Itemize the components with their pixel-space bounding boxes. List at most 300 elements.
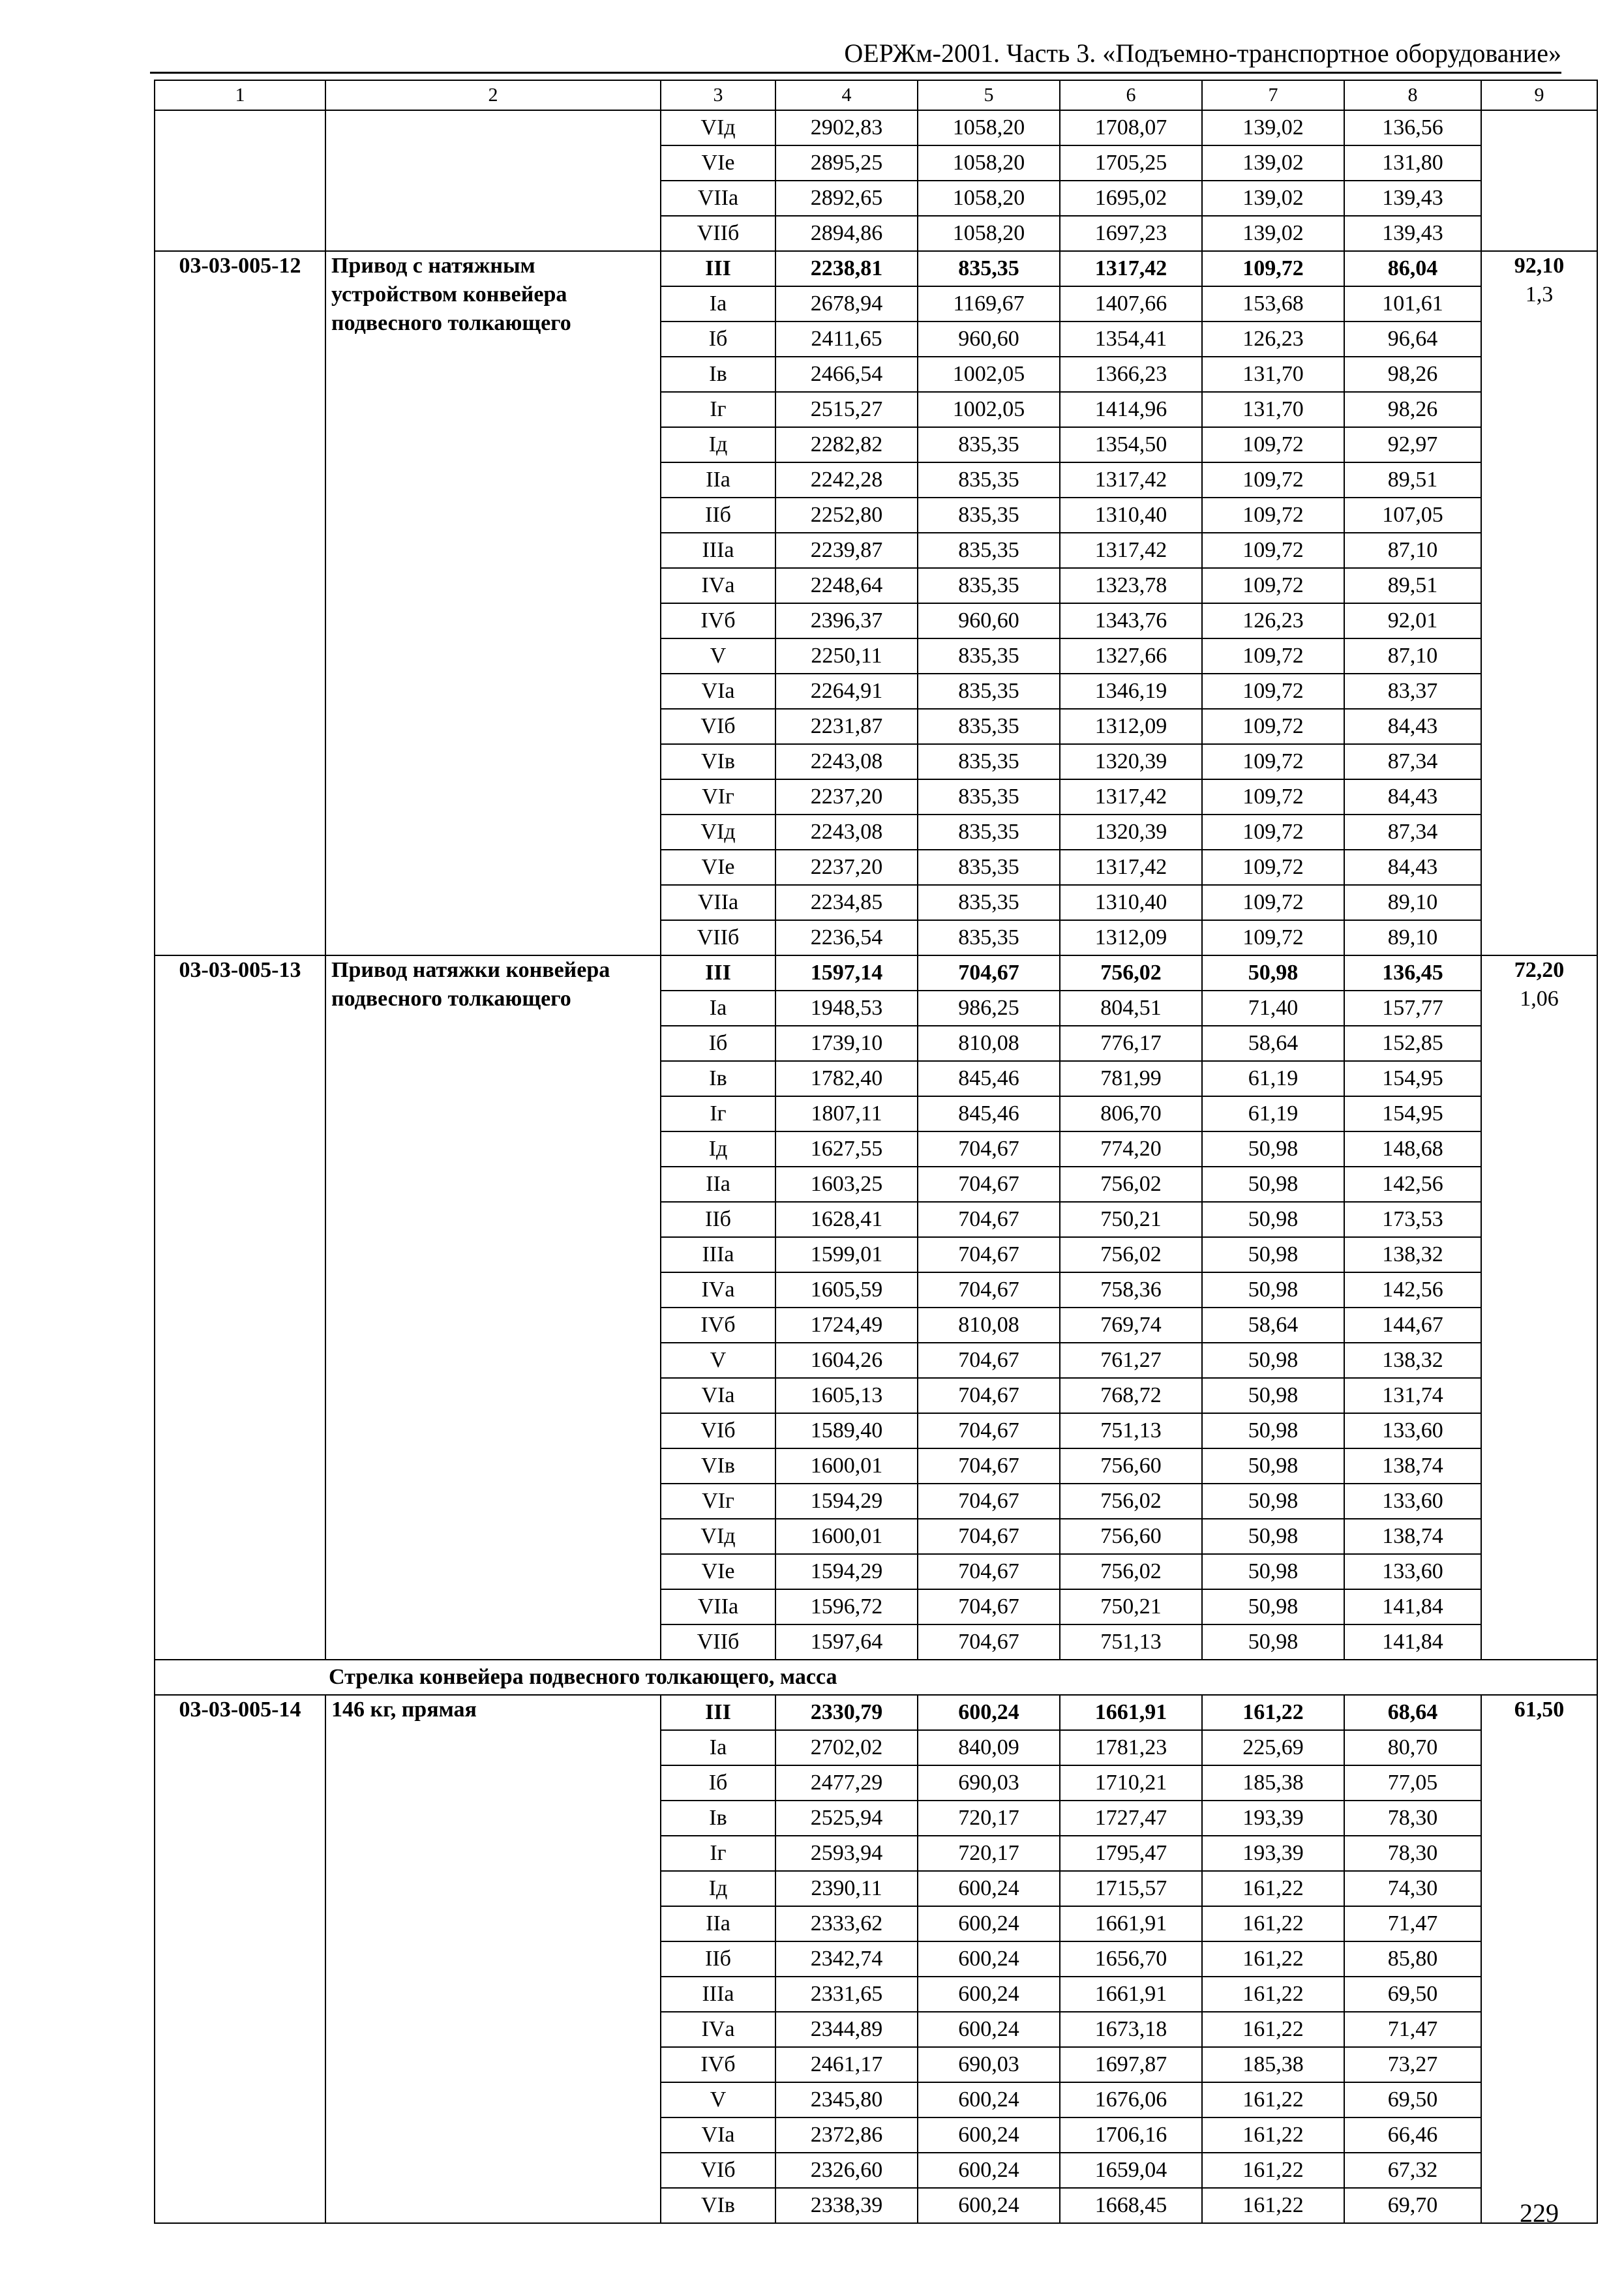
cost-value: 61,19 <box>1202 1096 1344 1131</box>
zone-code: Iд <box>661 1131 775 1167</box>
cost-value: 1659,04 <box>1060 2153 1202 2188</box>
section-title-row <box>155 1660 1597 1695</box>
cost-value: 2390,11 <box>775 1871 918 1906</box>
cost-value: 1781,23 <box>1060 1730 1202 1765</box>
cost-value: 71,47 <box>1344 2012 1481 2047</box>
zone-code: Iб <box>661 1026 775 1061</box>
cost-value: 835,35 <box>918 779 1060 815</box>
zone-code: IVб <box>661 1308 775 1343</box>
cost-value: 161,22 <box>1202 1941 1344 1977</box>
cost-value: 68,64 <box>1344 1695 1481 1730</box>
zone-code: IVа <box>661 2012 775 2047</box>
cost-value: 161,22 <box>1202 1871 1344 1906</box>
zone-code: VIд <box>661 1519 775 1554</box>
cost-value: 1310,40 <box>1060 885 1202 920</box>
cost-value: 2231,87 <box>775 709 918 744</box>
cost-value: 109,72 <box>1202 779 1344 815</box>
cost-value: 109,72 <box>1202 462 1344 498</box>
index-value: 61,50 <box>1514 1698 1565 1722</box>
cost-value: 50,98 <box>1202 955 1344 991</box>
cost-value: 1317,42 <box>1060 779 1202 815</box>
cost-value: 1346,19 <box>1060 674 1202 709</box>
zone-code: IIа <box>661 1906 775 1941</box>
zone-code: IIа <box>661 1167 775 1202</box>
cost-value: 704,67 <box>918 1343 1060 1378</box>
cost-value: 133,60 <box>1344 1413 1481 1448</box>
zone-code: IVа <box>661 1272 775 1308</box>
cost-value: 2243,08 <box>775 744 918 779</box>
cost-value: 139,02 <box>1202 110 1344 145</box>
zone-code: IVб <box>661 2047 775 2082</box>
cost-value: 751,13 <box>1060 1413 1202 1448</box>
column-number: 1 <box>155 80 325 110</box>
zone-code: VIг <box>661 779 775 815</box>
cost-value: 1594,29 <box>775 1484 918 1519</box>
cost-value: 109,72 <box>1202 744 1344 779</box>
cost-value: 2238,81 <box>775 251 918 286</box>
cost-value: 161,22 <box>1202 1695 1344 1730</box>
cost-value: 704,67 <box>918 1378 1060 1413</box>
cost-value: 835,35 <box>918 920 1060 955</box>
cost-value: 776,17 <box>1060 1026 1202 1061</box>
zone-code: V <box>661 1343 775 1378</box>
column-number: 6 <box>1060 80 1202 110</box>
cost-value: 78,30 <box>1344 1836 1481 1871</box>
cost-value: 704,67 <box>918 1167 1060 1202</box>
cost-value: 1589,40 <box>775 1413 918 1448</box>
cost-value: 1661,91 <box>1060 1977 1202 2012</box>
cost-value: 133,60 <box>1344 1484 1481 1519</box>
cost-value: 1673,18 <box>1060 2012 1202 2047</box>
cost-value: 1058,20 <box>918 216 1060 251</box>
cost-value: 1058,20 <box>918 181 1060 216</box>
cost-value: 1597,64 <box>775 1624 918 1660</box>
cost-value: 161,22 <box>1202 2117 1344 2153</box>
cost-value: 173,53 <box>1344 1202 1481 1237</box>
zone-code: IIб <box>661 1941 775 1977</box>
cost-value: 87,10 <box>1344 533 1481 568</box>
cost-value: 61,19 <box>1202 1061 1344 1096</box>
cost-value: 960,60 <box>918 603 1060 638</box>
cost-value: 109,72 <box>1202 498 1344 533</box>
zone-code: VIе <box>661 1554 775 1589</box>
cost-value: 1676,06 <box>1060 2082 1202 2117</box>
cost-value: 92,01 <box>1344 603 1481 638</box>
cost-value: 50,98 <box>1202 1237 1344 1272</box>
cost-value: 1708,07 <box>1060 110 1202 145</box>
index-cell <box>1481 110 1597 251</box>
cost-value: 600,24 <box>918 1906 1060 1941</box>
cost-value: 69,50 <box>1344 2082 1481 2117</box>
column-number: 2 <box>325 80 661 110</box>
cost-value: 1604,26 <box>775 1343 918 1378</box>
zone-code: VIв <box>661 2188 775 2223</box>
cost-value: 109,72 <box>1202 568 1344 603</box>
cost-value: 1597,14 <box>775 955 918 991</box>
cost-value: 1317,42 <box>1060 462 1202 498</box>
cost-value: 1600,01 <box>775 1448 918 1484</box>
cost-value: 154,95 <box>1344 1061 1481 1096</box>
cost-value: 1596,72 <box>775 1589 918 1624</box>
cost-value: 126,23 <box>1202 322 1344 357</box>
item-code <box>155 110 325 251</box>
cost-value: 1058,20 <box>918 110 1060 145</box>
cost-value: 1366,23 <box>1060 357 1202 392</box>
cost-value: 142,56 <box>1344 1167 1481 1202</box>
cost-value: 2248,64 <box>775 568 918 603</box>
cost-value: 960,60 <box>918 322 1060 357</box>
cost-value: 750,21 <box>1060 1589 1202 1624</box>
cost-value: 193,39 <box>1202 1836 1344 1871</box>
cost-value: 131,74 <box>1344 1378 1481 1413</box>
cost-value: 50,98 <box>1202 1448 1344 1484</box>
column-number: 3 <box>661 80 775 110</box>
cost-value: 835,35 <box>918 815 1060 850</box>
cost-value: 73,27 <box>1344 2047 1481 2082</box>
cost-value: 2593,94 <box>775 1836 918 1871</box>
cost-value: 50,98 <box>1202 1624 1344 1660</box>
cost-value: 704,67 <box>918 1589 1060 1624</box>
zone-code: VIв <box>661 1448 775 1484</box>
cost-value: 161,22 <box>1202 1906 1344 1941</box>
cost-value: 1661,91 <box>1060 1906 1202 1941</box>
zone-code: VIа <box>661 674 775 709</box>
cost-value: 600,24 <box>918 2188 1060 2223</box>
zone-code: Iб <box>661 1765 775 1801</box>
cost-value: 704,67 <box>918 1448 1060 1484</box>
cost-value: 126,23 <box>1202 603 1344 638</box>
cost-value: 704,67 <box>918 1484 1060 1519</box>
cost-value: 50,98 <box>1202 1343 1344 1378</box>
cost-value: 756,02 <box>1060 1484 1202 1519</box>
cost-value: 690,03 <box>918 1765 1060 1801</box>
cost-value: 109,72 <box>1202 674 1344 709</box>
cost-value: 1661,91 <box>1060 1695 1202 1730</box>
cost-value: 109,72 <box>1202 920 1344 955</box>
table-row <box>155 955 1597 991</box>
cost-value: 138,74 <box>1344 1519 1481 1554</box>
cost-value: 1343,76 <box>1060 603 1202 638</box>
cost-value: 600,24 <box>918 1977 1060 2012</box>
zone-code: VIе <box>661 850 775 885</box>
cost-value: 2237,20 <box>775 779 918 815</box>
cost-value: 109,72 <box>1202 251 1344 286</box>
cost-value: 139,02 <box>1202 145 1344 181</box>
cost-value: 835,35 <box>918 498 1060 533</box>
item-name <box>325 110 661 251</box>
cost-value: 139,43 <box>1344 216 1481 251</box>
cost-value: 74,30 <box>1344 1871 1481 1906</box>
cost-value: 77,05 <box>1344 1765 1481 1801</box>
index-value: 72,20 <box>1514 958 1565 982</box>
cost-value: 138,32 <box>1344 1237 1481 1272</box>
cost-value: 109,72 <box>1202 709 1344 744</box>
index-value: 92,10 <box>1514 254 1565 278</box>
cost-value: 1320,39 <box>1060 815 1202 850</box>
item-code: 03-03-005-12 <box>155 251 325 955</box>
cost-value: 139,02 <box>1202 181 1344 216</box>
cost-value: 141,84 <box>1344 1589 1481 1624</box>
zone-code: VIа <box>661 1378 775 1413</box>
cost-value: 704,67 <box>918 1131 1060 1167</box>
column-number: 4 <box>775 80 918 110</box>
cost-value: 1312,09 <box>1060 709 1202 744</box>
cost-value: 1320,39 <box>1060 744 1202 779</box>
cost-value: 138,74 <box>1344 1448 1481 1484</box>
cost-value: 835,35 <box>918 885 1060 920</box>
cost-value: 67,32 <box>1344 2153 1481 2188</box>
page-header: ОЕРЖм-2001. Часть 3. «Подъемно-транспортное оборудование» <box>844 38 1561 68</box>
item-code: 03-03-005-13 <box>155 955 325 1660</box>
cost-value: 2239,87 <box>775 533 918 568</box>
item-code: 03-03-005-14 <box>155 1695 325 2223</box>
cost-value: 1807,11 <box>775 1096 918 1131</box>
cost-value: 84,43 <box>1344 850 1481 885</box>
cost-value: 225,69 <box>1202 1730 1344 1765</box>
zone-code: VIб <box>661 709 775 744</box>
cost-value: 2243,08 <box>775 815 918 850</box>
zone-code: Iв <box>661 1801 775 1836</box>
cost-value: 835,35 <box>918 638 1060 674</box>
cost-value: 2461,17 <box>775 2047 918 2082</box>
cost-value: 136,56 <box>1344 110 1481 145</box>
cost-value: 50,98 <box>1202 1554 1344 1589</box>
cost-value: 87,34 <box>1344 815 1481 850</box>
zone-code: VIд <box>661 815 775 850</box>
cost-value: 756,02 <box>1060 1167 1202 1202</box>
column-numbers-row <box>155 80 1597 110</box>
cost-value: 600,24 <box>918 1941 1060 1977</box>
cost-value: 98,26 <box>1344 392 1481 427</box>
cost-value: 50,98 <box>1202 1272 1344 1308</box>
cost-value: 131,70 <box>1202 357 1344 392</box>
cost-value: 84,43 <box>1344 709 1481 744</box>
cost-value: 89,10 <box>1344 920 1481 955</box>
item-name: Привод с натяжным устройством конвейера подвесного толкающего <box>325 251 661 955</box>
cost-value: 1599,01 <box>775 1237 918 1272</box>
cost-value: 1715,57 <box>1060 1871 1202 1906</box>
cost-value: 58,64 <box>1202 1026 1344 1061</box>
cost-value: 1600,01 <box>775 1519 918 1554</box>
cost-value: 1724,49 <box>775 1308 918 1343</box>
cost-value: 756,02 <box>1060 1237 1202 1272</box>
cost-value: 2252,80 <box>775 498 918 533</box>
zone-code: VIг <box>661 1484 775 1519</box>
zone-code: VIIа <box>661 181 775 216</box>
cost-value: 2372,86 <box>775 2117 918 2153</box>
cost-value: 1948,53 <box>775 991 918 1026</box>
cost-value: 704,67 <box>918 1413 1060 1448</box>
zone-code: VIIб <box>661 1624 775 1660</box>
cost-value: 154,95 <box>1344 1096 1481 1131</box>
cost-value: 756,60 <box>1060 1519 1202 1554</box>
zone-code: V <box>661 2082 775 2117</box>
cost-value: 756,02 <box>1060 955 1202 991</box>
cost-value: 1627,55 <box>775 1131 918 1167</box>
cost-value: 835,35 <box>918 533 1060 568</box>
zone-code: VIб <box>661 1413 775 1448</box>
cost-value: 835,35 <box>918 709 1060 744</box>
cost-value: 1317,42 <box>1060 533 1202 568</box>
cost-value: 756,02 <box>1060 1554 1202 1589</box>
cost-value: 2894,86 <box>775 216 918 251</box>
zone-code: VIе <box>661 145 775 181</box>
cost-value: 704,67 <box>918 1554 1060 1589</box>
cost-value: 1782,40 <box>775 1061 918 1096</box>
cost-value: 2678,94 <box>775 286 918 322</box>
cost-value: 2331,65 <box>775 1977 918 2012</box>
table-row <box>155 110 1597 145</box>
cost-value: 2234,85 <box>775 885 918 920</box>
cost-value: 1710,21 <box>1060 1765 1202 1801</box>
cost-value: 109,72 <box>1202 815 1344 850</box>
cost-value: 720,17 <box>918 1836 1060 1871</box>
cost-value: 107,05 <box>1344 498 1481 533</box>
cost-value: 2326,60 <box>775 2153 918 2188</box>
cost-value: 161,22 <box>1202 2188 1344 2223</box>
cost-value: 2702,02 <box>775 1730 918 1765</box>
cost-value: 1414,96 <box>1060 392 1202 427</box>
cost-value: 690,03 <box>918 2047 1060 2082</box>
cost-value: 845,46 <box>918 1061 1060 1096</box>
cost-value: 2525,94 <box>775 1801 918 1836</box>
cost-value: 1058,20 <box>918 145 1060 181</box>
cost-value: 78,30 <box>1344 1801 1481 1836</box>
zone-code: IIа <box>661 462 775 498</box>
cost-value: 2477,29 <box>775 1765 918 1801</box>
cost-value: 2515,27 <box>775 392 918 427</box>
cost-value: 1317,42 <box>1060 251 1202 286</box>
zone-code: VIа <box>661 2117 775 2153</box>
column-number: 8 <box>1344 80 1481 110</box>
cost-value: 1002,05 <box>918 357 1060 392</box>
cost-value: 109,72 <box>1202 850 1344 885</box>
index-coefficient: 1,3 <box>1525 282 1554 307</box>
cost-value: 835,35 <box>918 744 1060 779</box>
cost-value: 161,22 <box>1202 2082 1344 2117</box>
zone-code: III <box>661 251 775 286</box>
header-rule <box>150 72 1561 74</box>
zone-code: VIв <box>661 744 775 779</box>
cost-value: 1594,29 <box>775 1554 918 1589</box>
cost-value: 141,84 <box>1344 1624 1481 1660</box>
cost-value: 1354,41 <box>1060 322 1202 357</box>
cost-value: 750,21 <box>1060 1202 1202 1237</box>
cost-value: 2345,80 <box>775 2082 918 2117</box>
zone-code: Iд <box>661 427 775 462</box>
cost-value: 133,60 <box>1344 1554 1481 1589</box>
cost-value: 89,10 <box>1344 885 1481 920</box>
cost-value: 138,32 <box>1344 1343 1481 1378</box>
cost-value: 144,67 <box>1344 1308 1481 1343</box>
zone-code: III <box>661 1695 775 1730</box>
cost-value: 50,98 <box>1202 1484 1344 1519</box>
cost-value: 1323,78 <box>1060 568 1202 603</box>
cost-value: 758,36 <box>1060 1272 1202 1308</box>
cost-value: 1697,87 <box>1060 2047 1202 2082</box>
cost-value: 161,22 <box>1202 2012 1344 2047</box>
cost-value: 161,22 <box>1202 1977 1344 2012</box>
cost-value: 835,35 <box>918 568 1060 603</box>
cost-value: 756,60 <box>1060 1448 1202 1484</box>
cost-value: 810,08 <box>918 1308 1060 1343</box>
cost-value: 1705,25 <box>1060 145 1202 181</box>
cost-value: 845,46 <box>918 1096 1060 1131</box>
cost-value: 50,98 <box>1202 1378 1344 1413</box>
cost-value: 840,09 <box>918 1730 1060 1765</box>
zone-code: Iа <box>661 1730 775 1765</box>
price-table <box>154 80 1598 2224</box>
index-cell <box>1481 955 1597 1660</box>
cost-value: 804,51 <box>1060 991 1202 1026</box>
cost-value: 161,22 <box>1202 2153 1344 2188</box>
cost-value: 1706,16 <box>1060 2117 1202 2153</box>
zone-code: VIIб <box>661 920 775 955</box>
cost-value: 1727,47 <box>1060 1801 1202 1836</box>
cost-value: 131,70 <box>1202 392 1344 427</box>
cost-value: 810,08 <box>918 1026 1060 1061</box>
index-coefficient: 1,06 <box>1520 987 1559 1011</box>
cost-value: 1795,47 <box>1060 1836 1202 1871</box>
cost-value: 50,98 <box>1202 1589 1344 1624</box>
zone-code: V <box>661 638 775 674</box>
cost-value: 1739,10 <box>775 1026 918 1061</box>
cost-value: 139,02 <box>1202 216 1344 251</box>
item-name: 146 кг, прямая <box>325 1695 661 2223</box>
cost-value: 148,68 <box>1344 1131 1481 1167</box>
cost-value: 185,38 <box>1202 2047 1344 2082</box>
cost-value: 152,85 <box>1344 1026 1481 1061</box>
zone-code: VIб <box>661 2153 775 2188</box>
cost-value: 71,47 <box>1344 1906 1481 1941</box>
cost-value: 2902,83 <box>775 110 918 145</box>
cost-value: 86,04 <box>1344 251 1481 286</box>
index-cell <box>1481 251 1597 955</box>
cost-value: 2338,39 <box>775 2188 918 2223</box>
cost-value: 1605,13 <box>775 1378 918 1413</box>
cost-value: 751,13 <box>1060 1624 1202 1660</box>
cost-value: 109,72 <box>1202 533 1344 568</box>
cost-value: 193,39 <box>1202 1801 1344 1836</box>
cost-value: 704,67 <box>918 1272 1060 1308</box>
cost-value: 2264,91 <box>775 674 918 709</box>
zone-code: Iа <box>661 991 775 1026</box>
cost-value: 600,24 <box>918 2082 1060 2117</box>
section-title: Стрелка конвейера подвесного толкающего, масса <box>155 1660 1597 1695</box>
cost-value: 2895,25 <box>775 145 918 181</box>
cost-value: 2236,54 <box>775 920 918 955</box>
cost-value: 2333,62 <box>775 1906 918 1941</box>
cost-value: 85,80 <box>1344 1941 1481 1977</box>
cost-value: 87,10 <box>1344 638 1481 674</box>
cost-value: 1628,41 <box>775 1202 918 1237</box>
cost-value: 153,68 <box>1202 286 1344 322</box>
cost-value: 806,70 <box>1060 1096 1202 1131</box>
cost-value: 781,99 <box>1060 1061 1202 1096</box>
cost-value: 774,20 <box>1060 1131 1202 1167</box>
cost-value: 69,50 <box>1344 1977 1481 2012</box>
cost-value: 835,35 <box>918 850 1060 885</box>
cost-value: 1327,66 <box>1060 638 1202 674</box>
cost-value: 50,98 <box>1202 1167 1344 1202</box>
cost-value: 92,97 <box>1344 427 1481 462</box>
cost-value: 2466,54 <box>775 357 918 392</box>
cost-value: 2411,65 <box>775 322 918 357</box>
cost-value: 50,98 <box>1202 1202 1344 1237</box>
cost-value: 2250,11 <box>775 638 918 674</box>
cost-value: 761,27 <box>1060 1343 1202 1378</box>
zone-code: Iб <box>661 322 775 357</box>
